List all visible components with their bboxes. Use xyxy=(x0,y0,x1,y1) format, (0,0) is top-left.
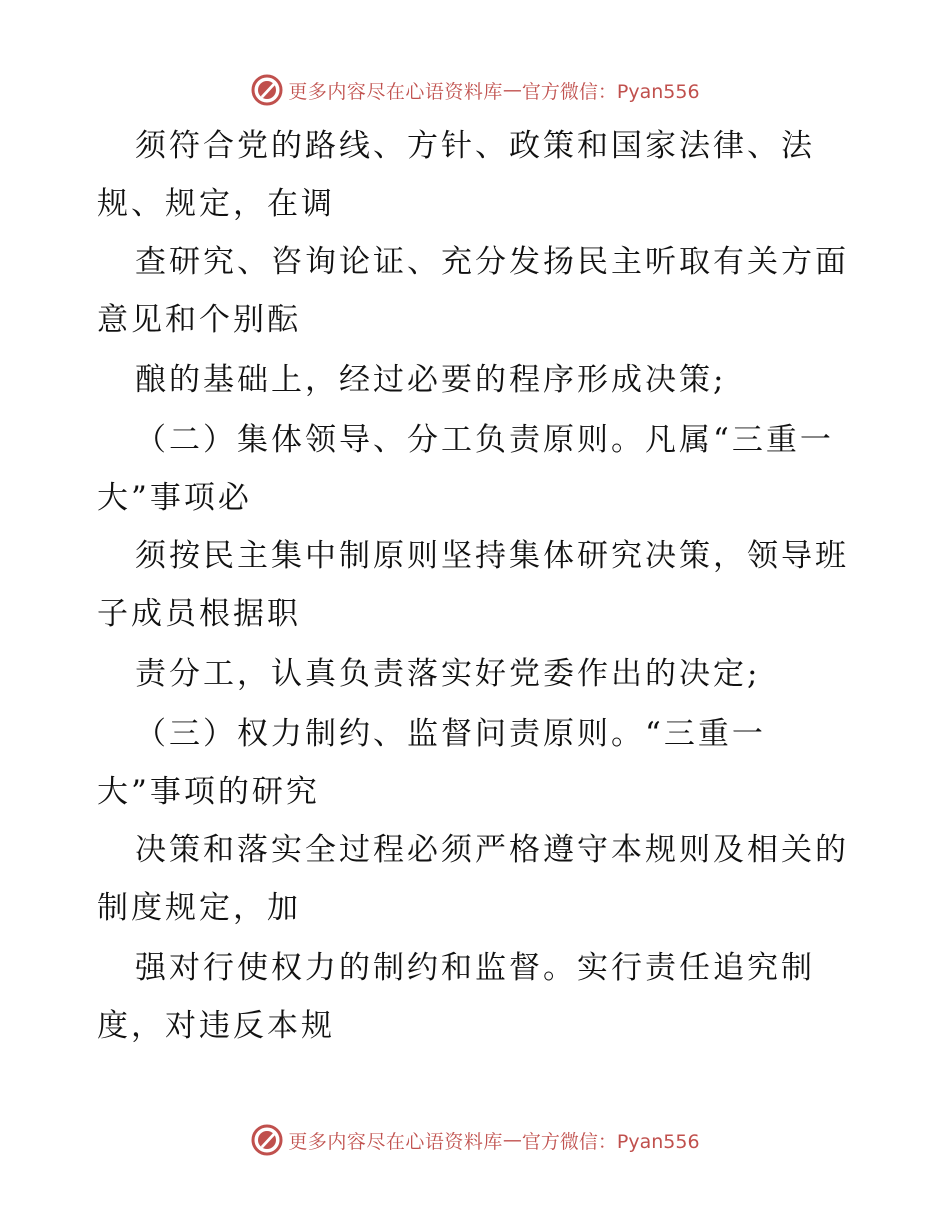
body-line: 须按民主集中制原则坚持集体研究决策，领导班 xyxy=(135,538,849,574)
body-line: 大”事项必 xyxy=(97,480,252,516)
footer-wechat: 官方微信：Pyan556 xyxy=(521,1130,700,1153)
body-line: 度，对违反本规 xyxy=(97,1008,335,1044)
body-line: 大”事项的研究 xyxy=(97,774,320,810)
body-line: 查研究、咨询论证、充分发扬民主听取有关方面 xyxy=(135,244,849,280)
footer-dash: — xyxy=(502,1129,522,1151)
footer-banner xyxy=(0,1120,950,1160)
pen-nib-logo-icon xyxy=(250,73,284,107)
body-line: 子成员根据职 xyxy=(97,596,301,632)
pen-nib-logo-icon xyxy=(250,1123,284,1157)
body-line: 酿的基础上，经过必要的程序形成决策; xyxy=(135,362,727,398)
body-line: 决策和落实全过程必须严格遵守本规则及相关的 xyxy=(135,832,849,868)
body-line: 责分工，认真负责落实好党委作出的决定; xyxy=(135,656,761,692)
body-line: 意见和个别酝 xyxy=(97,302,301,338)
body-line: 须符合党的路线、方针、政策和国家法律、法 xyxy=(135,128,815,164)
body-line: （二）集体领导、分工负责原则。凡属“三重一 xyxy=(135,422,834,458)
footer-brand: 更多内容尽在心语资料库 xyxy=(288,1130,503,1153)
header-banner xyxy=(0,70,950,110)
header-wechat: 官方微信：Pyan556 xyxy=(521,80,700,103)
body-line: 规、规定，在调 xyxy=(97,186,335,222)
body-line: （三）权力制约、监督问责原则。“三重一 xyxy=(135,716,766,752)
header-dash: — xyxy=(502,79,522,101)
body-line: 强对行使权力的制约和监督。实行责任追究制 xyxy=(135,950,815,986)
body-line: 制度规定，加 xyxy=(97,890,301,926)
header-brand: 更多内容尽在心语资料库 xyxy=(288,80,503,103)
